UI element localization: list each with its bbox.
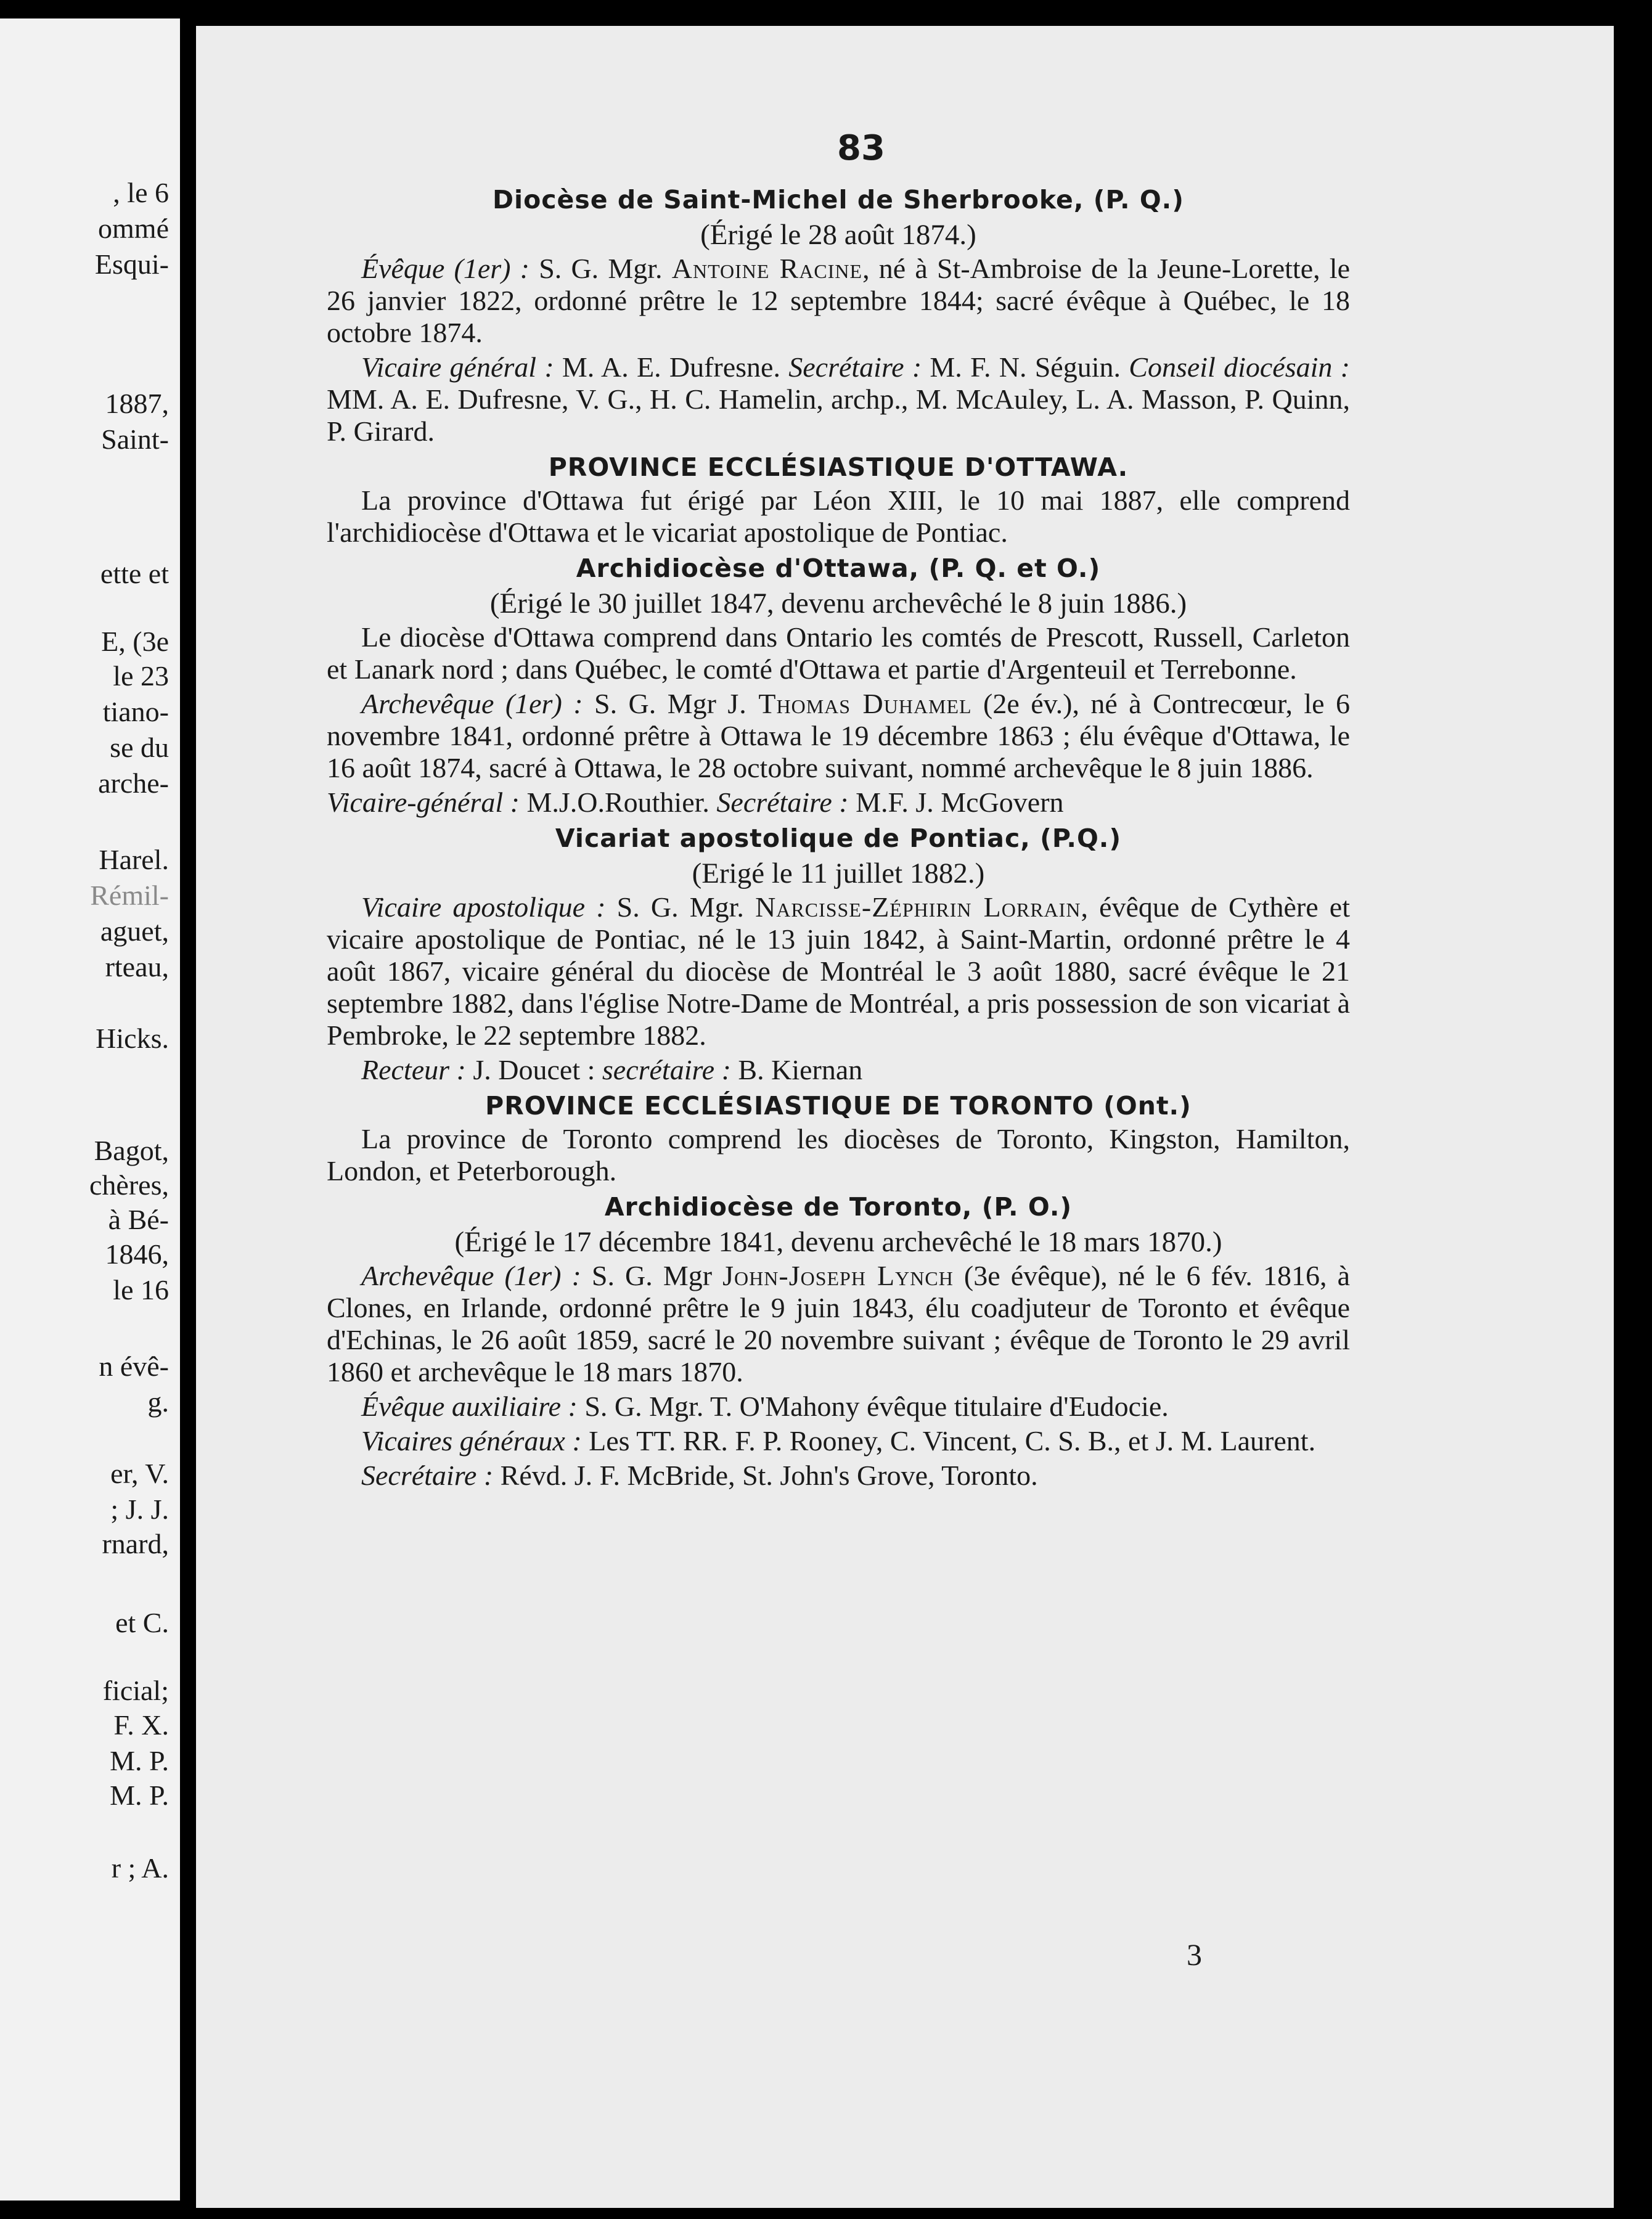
pontiac-clergy-paragraph [327, 1054, 1350, 1086]
archbishop-label: Archevêque (1er) : [361, 688, 583, 719]
left-page-line: Rémil- [90, 880, 169, 911]
archbishop-text: (3e évêque), né le 6 fév. 1816, à Clones, en Irlande, ordonné prêtre le 9 juin 1843, élu coadjuteur de Toronto et évêque d'Echinas, le 26 août 1859, sacré le 20 novembre suivant ; évêque de Toronto le 29 avril 1860 et archevêque le 18 mars 1870. [327, 1260, 1350, 1387]
secretary-label: Secrétaire : [788, 351, 922, 383]
left-page-line: arche- [98, 767, 169, 799]
left-page-line: M. P. [110, 1780, 169, 1811]
secretary-label: Secrétaire : [716, 787, 849, 818]
secretary-label: secrétaire : [602, 1054, 731, 1085]
left-page-line: tiano- [102, 696, 169, 727]
previous-page-fragment [0, 18, 180, 2201]
secretary-text: Révd. J. F. McBride, St. John's Grove, Toronto. [493, 1460, 1038, 1491]
page-number: 83 [837, 128, 885, 168]
sherbrooke-heading: Diocèse de Saint-Michel de Sherbrooke, (P. Q.) [493, 185, 1184, 215]
left-page-line: er, V. [110, 1458, 169, 1489]
pontiac-vicar-paragraph [327, 891, 1350, 1052]
left-page-line: ; J. J. [110, 1494, 169, 1525]
left-page-line: et C. [115, 1607, 169, 1638]
left-page-line: Harel. [99, 844, 169, 875]
vicars-general-text: Les TT. RR. F. P. Rooney, C. Vincent, C. S. B., et J. M. Laurent. [581, 1425, 1316, 1457]
archbishop-title: S. G. Mgr [594, 688, 716, 719]
left-page-line: g. [147, 1386, 169, 1418]
ottawa-archdiocese-heading: Archidiocèse d'Ottawa, (P. Q. et O.) [576, 554, 1101, 583]
left-page-line: le 16 [113, 1274, 169, 1306]
sherbrooke-clergy-paragraph [327, 351, 1350, 447]
vicar-general-label: Vicaire-général : [327, 787, 520, 818]
archbishop-title: S. G. Mgr [591, 1260, 713, 1291]
left-page-line: aguet, [100, 915, 169, 947]
left-page-line: n évê- [99, 1351, 169, 1382]
vicars-general-label: Vicaires généraux : [361, 1425, 582, 1457]
vicar-general-text: M. A. E. Dufresne. [554, 351, 789, 383]
left-page-line: F. X. [113, 1709, 169, 1741]
left-page-line: 1887, [105, 388, 169, 419]
secretary-label: Secrétaire : [361, 1460, 494, 1491]
sherbrooke-bishop-paragraph [327, 253, 1350, 349]
left-page-line: r ; A. [111, 1852, 169, 1884]
bishop-text: , né à St-Ambroise de la Jeune-Lorette, le 26 janvier 1822, ordonné prêtre le 12 septembre 1844; sacré évêque à Québec, le 18 octobre 1874. [327, 253, 1351, 348]
left-page-line: Bagot, [94, 1135, 169, 1166]
rector-text: J. Doucet : [465, 1054, 602, 1085]
ottawa-archdiocese-erected: (Érigé le 30 juillet 1847, devenu archevêché le 8 juin 1886.) [489, 587, 1187, 619]
toronto-vicars-paragraph [327, 1425, 1350, 1457]
toronto-archdiocese-erected: (Érigé le 17 décembre 1841, devenu archevêché le 18 mars 1870.) [454, 1226, 1222, 1258]
bishop-title: S. G. Mgr. [539, 253, 663, 284]
vicar-apostolic-label: Vicaire apostolique : [361, 891, 606, 923]
left-page-line: , le 6 [113, 177, 169, 208]
rector-label: Recteur : [361, 1054, 466, 1085]
council-label: Conseil diocésain : [1129, 351, 1350, 383]
left-page-line: ette et [100, 558, 169, 589]
archbishop-name: John-Joseph Lynch [722, 1260, 954, 1291]
left-page-line: M. P. [110, 1745, 169, 1776]
ottawa-province-heading: PROVINCE ECCLÉSIASTIQUE D'OTTAWA. [548, 452, 1129, 482]
vicar-general-text: M.J.O.Routhier. [519, 787, 717, 818]
vicar-apostolic-name: Narcisse-Zéphirin Lorrain [755, 891, 1081, 923]
page-footer-signature: 3 [1187, 1937, 1202, 1972]
left-page-line: Hicks. [96, 1023, 169, 1054]
toronto-auxiliary-paragraph [327, 1391, 1350, 1423]
bishop-name: Antoine Racine [671, 253, 863, 284]
ottawa-clergy-paragraph [327, 787, 1350, 819]
vicar-apostolic-title: S. G. Mgr. [616, 891, 744, 923]
page-text [327, 180, 1350, 1494]
left-page-line: rteau, [105, 951, 169, 983]
toronto-secretary-paragraph [327, 1460, 1350, 1492]
ottawa-archdiocese-text: Le diocèse d'Ottawa comprend dans Ontario les comtés de Prescott, Russell, Carleton et Lanark nord ; dans Québec, le comté d'Ottawa et partie d'Argenteuil et Terrebonne. [327, 621, 1350, 685]
left-page-line: Saint- [101, 423, 169, 455]
left-page-line: le 23 [113, 660, 169, 692]
vicar-general-label: Vicaire général : [361, 351, 554, 383]
secretary-text: B. Kiernan [730, 1054, 863, 1085]
ottawa-archbishop-paragraph [327, 688, 1350, 784]
secretary-text: M. F. N. Séguin. [922, 351, 1129, 383]
toronto-province-text: La province de Toronto comprend les diocèses de Toronto, Kingston, Hamilton, London, et Peterborough. [327, 1123, 1350, 1187]
left-page-line: se du [110, 732, 169, 763]
left-page-line: E, (3e [101, 626, 169, 657]
ottawa-province-text: La province d'Ottawa fut érigé par Léon XIII, le 10 mai 1887, elle comprend l'archidiocèse d'Ottawa et le vicariat apostolique de Pontiac. [327, 484, 1350, 548]
archbishop-text: (2e év.), né à Contrecœur, le 6 novembre 1841, ordonné prêtre à Ottawa le 19 décembre 1863 ; élu évêque d'Ottawa, le 16 août 1874, sacré à Ottawa, le 28 octobre suivant, nommé archevêque le 8 juin 1886. [327, 688, 1351, 783]
left-page-line: ficial; [102, 1675, 169, 1706]
secretary-text: M.F. J. McGovern [848, 787, 1064, 818]
auxiliary-bishop-text: S. G. Mgr. T. O'Mahony évêque titulaire d'Eudocie. [577, 1391, 1169, 1422]
left-page-line: rnard, [102, 1528, 169, 1559]
scan-border [1614, 0, 1652, 2219]
toronto-archbishop-paragraph [327, 1260, 1350, 1388]
pontiac-erected: (Erigé le 11 juillet 1882.) [692, 857, 985, 889]
vicar-apostolic-text: , évêque de Cythère et vicaire apostolique de Pontiac, né le 13 juin 1842, à Saint-Martin, ordonné prêtre le 4 août 1867, vicaire général du diocèse de Montréal le 3 août 1880, sacré évêque le 21 septembre 1882, dans l'église Notre-Dame de Montréal, a pris possession de son vicariat à Pembroke, le 22 septembre 1882. [327, 891, 1350, 1051]
sherbrooke-erected: (Érigé le 28 août 1874.) [700, 219, 976, 251]
bishop-label: Évêque (1er) : [361, 253, 530, 284]
left-page-line: Esqui- [94, 248, 169, 280]
left-page-line: à Bé- [108, 1204, 169, 1235]
left-page-line: 1846, [105, 1238, 169, 1270]
pontiac-heading: Vicariat apostolique de Pontiac, (P.Q.) [555, 823, 1122, 853]
council-text: MM. A. E. Dufresne, V. G., H. C. Hamelin, archp., M. McAuley, L. A. Masson, P. Quinn, P. Girard. [327, 383, 1350, 447]
toronto-province-heading: PROVINCE ECCLÉSIASTIQUE DE TORONTO (Ont.) [485, 1091, 1192, 1121]
toronto-archdiocese-heading: Archidiocèse de Toronto, (P. O.) [604, 1192, 1073, 1222]
auxiliary-bishop-label: Évêque auxiliaire : [361, 1391, 578, 1422]
archbishop-label: Archevêque (1er) : [361, 1260, 581, 1291]
left-page-line: ommé [98, 213, 169, 244]
archbishop-name: J. Thomas Duhamel [727, 688, 972, 719]
left-page-line: chères, [89, 1169, 169, 1201]
